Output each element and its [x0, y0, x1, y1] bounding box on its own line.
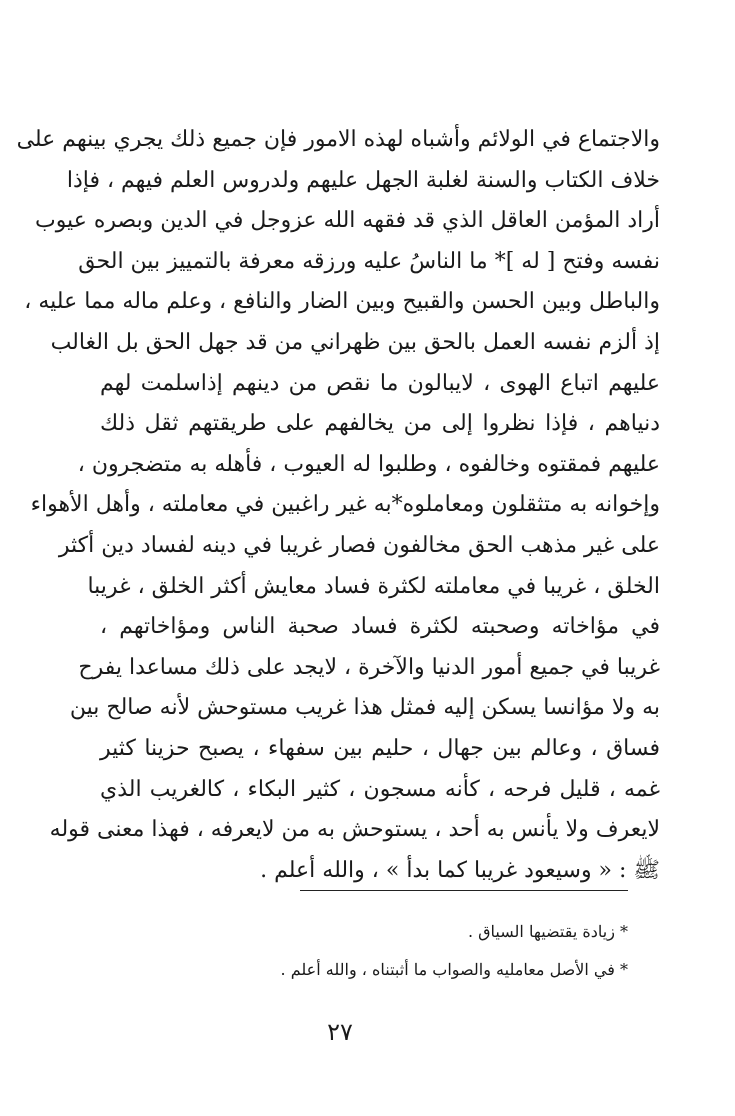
- text-line: غريبا في جميع أمور الدنيا والآخرة ، لايجد على ذلك مساعدا يفرح: [78, 654, 660, 680]
- text-line: غمه ، قليل فرحه ، كأنه مسجون ، كثير البكاء ، كالغريب الذي: [100, 776, 660, 802]
- text-line: وإخوانه به متثقلون ومعاملوه*به غير راغبين في معاملته ، وأهل الأهواء: [30, 492, 660, 518]
- text-line: نفسه وفتح [ له ]* ما الناسُ عليه ورزقه معرفة بالتمييز بين الحق: [78, 248, 660, 274]
- text-line: إذ ألزم نفسه العمل بالحق بين ظهراني من قد جهل الحق بل الغالب: [50, 329, 660, 355]
- text-line: ﷺ : « وسيعود غريبا كما بدأ » ، والله أعلم .: [260, 857, 660, 883]
- main-text: [16, 120, 661, 891]
- text-line: والاجتماع في الولائم وأشباه لهذه الامور فإن جميع ذلك يجري بينهم على: [16, 127, 660, 152]
- text-line: خلاف الكتاب والسنة لغلبة الجهل عليهم ولدروس العلم فيهم ، فإذا: [66, 167, 660, 193]
- text-line: الخلق ، غريبا في معاملته لكثرة فساد معايش أكثر الخلق ، غريبا: [87, 573, 660, 599]
- footnotes: [260, 920, 628, 996]
- footnote-divider: [300, 890, 628, 891]
- text-line: دنياهم ، فإذا نظروا إلى من يخالفهم على طريقتهم ثقل ذلك: [100, 411, 660, 437]
- text-line: في مؤاخاته وصحبته لكثرة فساد صحبة الناس ومؤاخاتهم ،: [100, 614, 660, 640]
- text-line: به ولا مؤانسا يسكن إليه فمثل هذا غريب مستوحش لأنه صالح بين: [69, 695, 660, 721]
- text-line: والباطل وبين الحسن والقبيح وبين الضار والنافع ، وعلم ماله مما عليه ،: [24, 289, 660, 315]
- footnote: * زيادة يقتضيها السياق .: [467, 922, 628, 941]
- text-line: أراد المؤمن العاقل الذي قد فقهه الله عزوجل في الدين وبصره عيوب: [34, 208, 660, 234]
- footnote: * في الأصل معامليه والصواب ما أثبتناه ، والله أعلم .: [280, 960, 628, 979]
- text-line: لايعرف ولا يأنس به أحد ، يستوحش به من لايعرفه ، فهذا معنى قوله: [49, 817, 660, 843]
- text-line: فساق ، وعالم بين جهال ، حليم بين سفهاء ، يصبح حزينا كثير: [100, 735, 660, 761]
- text-line: عليهم فمقتوه وخالفوه ، وطلبوا له العيوب ، فأهله به متضجرون ،: [77, 451, 660, 477]
- text-line: عليهم اتباع الهوى ، لايبالون ما نقص من دينهم إذاسلمت لهم: [100, 370, 661, 396]
- page-number: ٢٧: [327, 1018, 353, 1046]
- text-line: على غير مذهب الحق مخالفون فصار غريبا في دينه لفساد دين أكثر: [58, 532, 660, 558]
